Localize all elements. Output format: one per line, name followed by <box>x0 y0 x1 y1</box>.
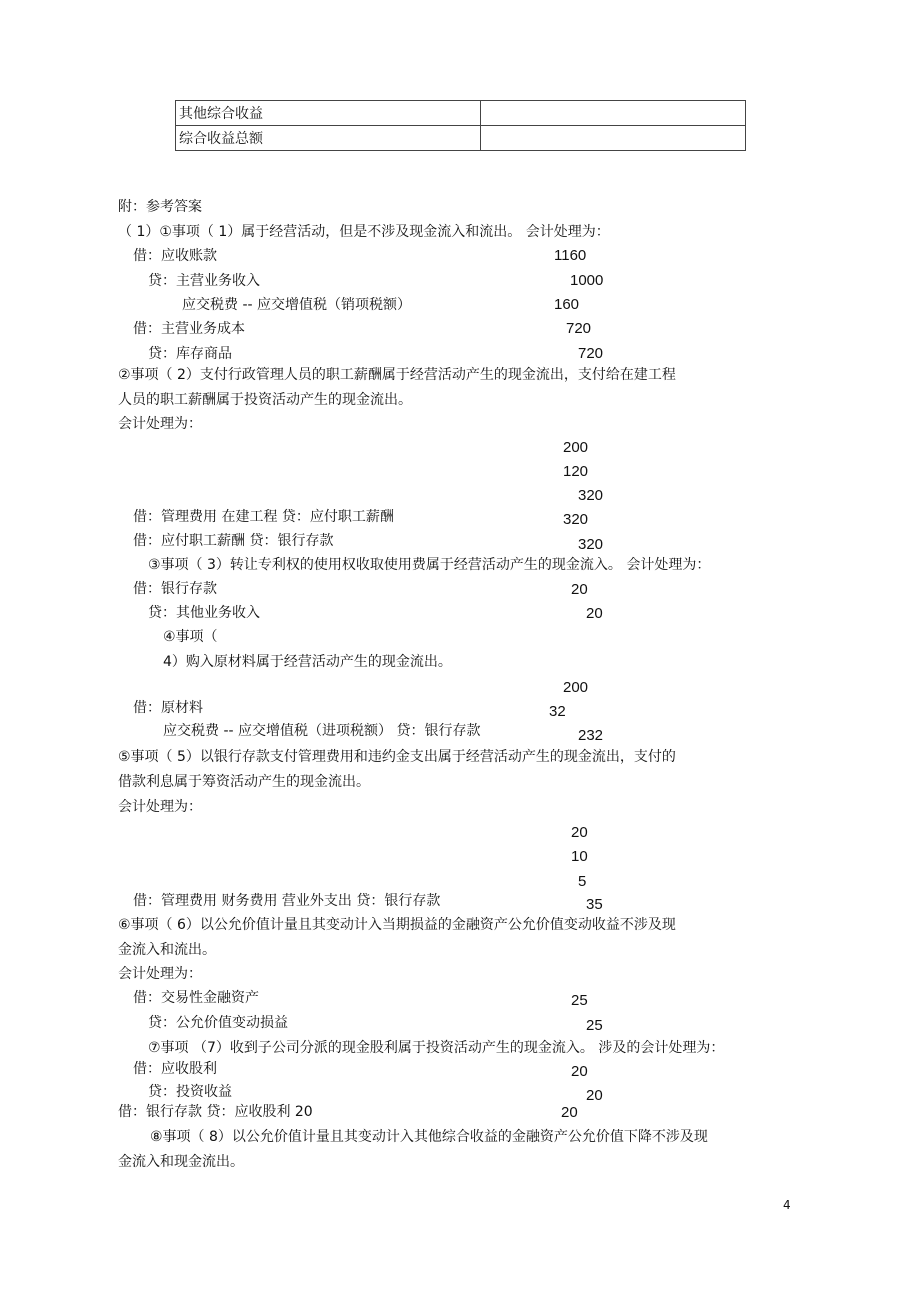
item5-entry: 借：管理费用 财务费用 营业外支出 贷：银行存款 <box>133 893 441 909</box>
item7-intro: ⑦事项 （7）收到子公司分派的现金股利属于投资活动产生的现金流入。 涉及的会计处理为： <box>148 1040 725 1056</box>
item5-para: ⑤事项（ 5）以银行存款支付管理费用和违约金支出属于经营活动产生的现金流出，支付的 <box>118 749 676 765</box>
item4-para: ④事项（ <box>163 629 218 645</box>
item6-debit: 借：交易性金融资产 <box>133 990 259 1006</box>
amount: 20 <box>561 1104 578 1121</box>
amount: 35 <box>586 896 603 913</box>
amount: 720 <box>578 345 604 362</box>
amount: 320 <box>578 536 604 553</box>
item1-credit-inventory: 贷：库存商品 <box>148 346 232 362</box>
table-cell-value <box>481 126 746 151</box>
amount: 200 <box>563 439 589 456</box>
amount: 320 <box>578 487 604 504</box>
item8-para: ⑧事项（ 8）以公允价值计量且其变动计入其他综合收益的金融资产公允价值下降不涉及现 <box>150 1129 708 1145</box>
item6-para: 会计处理为： <box>118 966 202 982</box>
amount: 160 <box>554 296 580 313</box>
amount: 20 <box>571 581 588 598</box>
amount: 200 <box>563 679 589 696</box>
item5-para: 会计处理为： <box>118 799 202 815</box>
item3-intro: ③事项（ 3）转让专利权的使用权收取使用费属于经营活动产生的现金流入。 会计处理为： <box>148 557 711 573</box>
table-cell-label: 综合收益总额 <box>176 126 481 151</box>
amount: 20 <box>586 1087 603 1104</box>
item1-debit-receivable: 借：应收账款 <box>133 248 217 264</box>
amount: 120 <box>563 463 589 480</box>
item2-para: 人员的职工薪酬属于投资活动产生的现金流出。 <box>118 392 412 408</box>
item2-entry: 借：管理费用 在建工程 贷：应付职工薪酬 <box>133 509 394 525</box>
item3-debit: 借：银行存款 <box>133 581 217 597</box>
item2-entry: 借：应付职工薪酬 贷：银行存款 <box>133 533 334 549</box>
income-statement-table <box>175 100 746 151</box>
item7-entry: 借：银行存款 贷：应收股利 20 <box>118 1104 313 1120</box>
item5-para: 借款利息属于筹资活动产生的现金流出。 <box>118 774 370 790</box>
item7-debit: 借：应收股利 <box>133 1061 217 1077</box>
appendix-title: 附：参考答案 <box>118 199 202 215</box>
item6-para: ⑥事项（ 6）以公允价值计量且其变动计入当期损益的金融资产公允价值变动收益不涉及现 <box>118 917 676 933</box>
amount: 20 <box>571 1063 588 1080</box>
table-row <box>176 101 746 126</box>
item4-credit: 应交税费 -- 应交增值税（进项税额） 贷：银行存款 <box>163 723 481 739</box>
table-cell-value <box>481 101 746 126</box>
amount: 320 <box>563 511 589 528</box>
amount: 5 <box>578 873 587 890</box>
item4-debit: 借：原材料 <box>133 700 203 716</box>
item2-para: 会计处理为： <box>118 416 202 432</box>
table-row <box>176 126 746 151</box>
item8-para: 金流入和现金流出。 <box>118 1154 244 1170</box>
page-number: 4 <box>783 1198 791 1212</box>
item6-para: 金流入和流出。 <box>118 942 216 958</box>
amount: 1000 <box>570 272 604 289</box>
amount: 20 <box>571 824 588 841</box>
amount: 232 <box>578 727 604 744</box>
item3-credit: 贷：其他业务收入 <box>148 605 260 621</box>
item1-debit-cost: 借：主营业务成本 <box>133 321 245 337</box>
item7-credit: 贷：投资收益 <box>148 1084 232 1100</box>
amount: 20 <box>586 605 603 622</box>
item2-para: ②事项（ 2）支付行政管理人员的职工薪酬属于经营活动产生的现金流出，支付给在建工程 <box>118 367 676 383</box>
item1-credit-revenue: 贷：主营业务收入 <box>148 273 260 289</box>
item4-para: 4）购入原材料属于经营活动产生的现金流出。 <box>163 654 452 670</box>
item1-intro: （ 1）①事项（ 1）属于经营活动，但是不涉及现金流入和流出。 会计处理为： <box>118 224 610 240</box>
table-cell-label: 其他综合收益 <box>176 101 481 126</box>
amount: 10 <box>571 848 588 865</box>
amount: 32 <box>549 703 566 720</box>
item6-credit: 贷：公允价值变动损益 <box>148 1015 288 1031</box>
amount: 720 <box>566 320 592 337</box>
amount: 1160 <box>554 247 587 264</box>
amount: 25 <box>586 1017 603 1034</box>
amount: 25 <box>571 992 588 1009</box>
item1-credit-vat: 应交税费 -- 应交增值税（销项税额） <box>182 297 412 313</box>
